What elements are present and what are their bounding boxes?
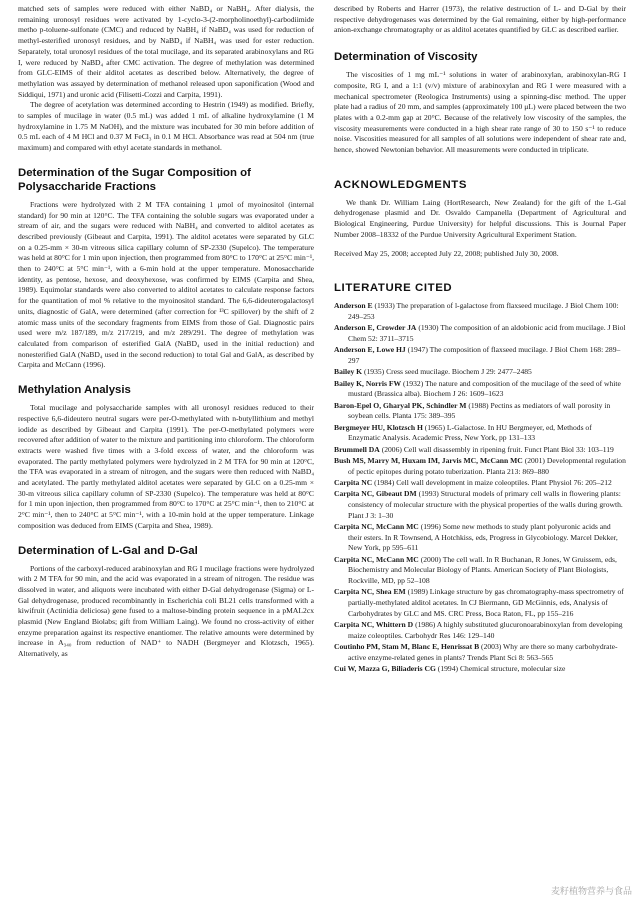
reference-text: (2001) Developmental regulation of pectic epitopes during potato tuberization. Planta 213: 869–880 bbox=[348, 455, 626, 476]
reference-item bbox=[334, 489, 626, 521]
reference-item bbox=[334, 301, 626, 322]
watermark-text: 麦籽植物营养与食品 bbox=[550, 887, 632, 897]
methods-paragraph: described by Roberts and Harrer (1973), the relative destruction of L- and D-Gal by their respective dehydrogenases was determined by the Gal remaining, either by high-performance anion-exchange chromatography or as alditol acetates quantified by GLC as described earlier. bbox=[334, 4, 626, 35]
reference-text: (1986) A highly substituted glucuronoarabinoxylan from developing maize coleoptiles. Carbohydr Res 146: 129–140 bbox=[348, 619, 623, 640]
reference-item bbox=[334, 367, 626, 378]
reference-authors: Anderson E bbox=[334, 301, 373, 311]
reference-item bbox=[334, 642, 626, 663]
reference-text: (2006) Cell wall disassembly in ripening fruit. Funct Plant Biol 33: 103–119 bbox=[381, 444, 614, 454]
reference-authors: Coutinho PM, Stam M, Blanc E, Henrissat B bbox=[334, 641, 480, 651]
reference-item bbox=[334, 555, 626, 587]
acknowledgments-paragraph: We thank Dr. William Laing (HortResearch, New Zealand) for the gift of the L-Gal dehydrogenase plasmid and Dr. Osvaldo Campanella (Department of Agricultural and Biological Engineering, Purdue University) for helpful discussions. This is Journal Paper Number 2008–18332 of the Purdue University Agricultural Experiment Station. bbox=[334, 197, 626, 239]
methods-paragraph: Portions of the carboxyl-reduced arabinoxylan and RG I mucilage fractions were hydrolyzed with 2 M TFA for 90 min, and the acid was evaporated in a stream of nitrogen. The residue was dissolved in water, and aliquots were incubated with either D-Gal dehydrogenase (Sigma) or L-Gal dehydrogenase, produced recombinantly in Escherichia coli BL21 cells transformed with a kiwifruit (Actinidia deliciosa) gene fused to a maltose-binding protein sequence in a pMAL2cx plasmid (New England Biolabs; gift from William Laing). We found no cross-activity of either enzyme preparation against its respective enantiomer. The relative amounts were determined by increase in A₃₄₀ from reduction of NAD⁺ to NADH (Bergmeyer and Klotzsch, 1965). Alternatively, as bbox=[18, 563, 314, 659]
reference-text: (1984) Cell wall development in maize coleoptiles. Plant Physiol 76: 205–212 bbox=[374, 477, 612, 487]
methods-paragraph: The viscosities of 1 mg mL⁻¹ solutions in water of arabinoxylan, arabinoxylan-RG I composite, RG I, and a 1:1 (v/v) mixture of arabinoxylan and RG I were measured with a mechanical spectrometer (Reologica Instruments) using a spinning-disc method. The upper plate had a radius of 20 mm, and samples (approximately 100 μL) were placed between the two plates with a 0.2-mm gap at 20°C. Because of the relatively low viscosity of the samples, the viscosity measurements were conducted in a high shear rate range of 30 to 150 s⁻¹ to reduce noise. Viscosities measured for all samples of all solutions were independent of shear rate and, hence, showed Newtonian behavior. All measurements were conducted in triplicate. bbox=[334, 70, 626, 155]
reference-item bbox=[334, 445, 626, 456]
reference-text: (2003) Why are there so many carbohydrate-active enzyme-related genes in plants? Trends Plant Sci 8: 563–565 bbox=[348, 641, 618, 662]
reference-item bbox=[334, 620, 626, 641]
reference-authors: Bailey K bbox=[334, 367, 363, 377]
section-heading-acknowledgments: ACKNOWLEDGMENTS bbox=[334, 178, 468, 191]
methods-paragraph: matched sets of samples were reduced with either NaBD₄ or NaBH₄. After dialysis, the remaining uronosyl residues were activated by 1-cyclo-3-(2-morpholinoethyl)-carbodiimide metho p-toluene-sulfonate (CMC) and reduced by NaBH₄ if NaBD₄ was used for reduction of methyl-esterified uronosyl residues, and by NaBD₄ if NaBH₄ was used for ester reduction. Separately, total uronosyl residues of the total mucilage, and its separated arabinoxylans and RG I, were reduced by NaBD₄ after CMC activation. The degree of methylation was determined from GLC-EIMS of their alditol acetates as described below. Alternatively, the degree of methylation was assayed by determination of methanol released upon saponification (Wood and Siddiqui, 1971) and uronic acid (Filisetti-Cozzi and Carpita, 1991). bbox=[18, 4, 314, 99]
reference-text: (1988) Pectins as mediators of wall porosity in soybean cells. Planta 175: 389–395 bbox=[348, 400, 611, 421]
reference-text: (1993) Structural models of primary cell walls in flowering plants: consistency of molecular structure with the physical properties of the walls during growth. Plant J 3: 1–30 bbox=[348, 489, 623, 520]
reference-authors: Bergmeyer HU, Klotzsch H bbox=[334, 422, 423, 432]
reference-authors: Anderson E, Lowe HJ bbox=[334, 345, 406, 355]
section-heading-methylation: Methylation Analysis bbox=[18, 384, 131, 397]
methods-paragraph: Total mucilage and polysaccharide samples with all uronosyl residues reduced to their respective 6,6-dideutero neutral sugars were per-O-methylated with n-butyllithium and methyl iodide as described by Gibeaut and Carpita (1991). The per-O-methylated polymers were recovered after addition of water to the mixture and partitioning into chloroform. The chloroform extracts were washed five times with a 3-fold excess of water, and the chloroform was evaporated. The partly methylated polymers were hydrolyzed in 2 M TFA for 90 min at 120°C, the TFA was evaporated in a stream of nitrogen, and the sugars were then reduced with NaBD₄ and acetylated. The partly methylated alditol acetates were separated by GLC on a 0.25-mm × 30-m vitreous silica capillary column of SP-2330 (Supelco). The temperature was held at 80°C for 1 min upon injection, then programmed from 80°C to 170°C at 25°C min⁻¹, then to 210°C at 2°C min⁻¹, then to 240°C at 5°C min⁻¹, with a 10-min hold at the upper temperature. Linkage composition was deduced from EIMS (Carpita and Shea, 1989). bbox=[18, 403, 314, 530]
reference-text: (1947) The composition of flaxseed mucilage. J Biol Chem 168: 289–297 bbox=[348, 345, 621, 365]
reference-text: (1935) Cress seed mucilage. Biochem J 29: 2477–2485 bbox=[363, 367, 532, 377]
reference-item bbox=[334, 379, 626, 400]
reference-item bbox=[334, 664, 626, 675]
reference-item bbox=[334, 423, 626, 444]
reference-authors: Carpita NC, Whittern D bbox=[334, 619, 414, 629]
reference-item bbox=[334, 323, 626, 344]
reference-text: (1989) Linkage structure by gas chromatography-mass spectrometry of partially-methylated alditol acetates. In CJ Biermann, GD McGinnis, eds, Analysis of Carbohydrates by GLC and MS. CRC Press, Boca Raton, FL, pp 155–216 bbox=[348, 587, 624, 618]
reference-authors: Carpita NC, McCann MC bbox=[334, 521, 419, 531]
reference-authors: Anderson E, Crowder JA bbox=[334, 323, 417, 333]
reference-text: (1933) The preparation of l-galactose from flaxseed mucilage. J Biol Chem 100: 249–253 bbox=[348, 301, 619, 321]
reference-item bbox=[334, 522, 626, 554]
reference-authors: Bailey K, Norris FW bbox=[334, 378, 402, 388]
reference-authors: Baron-Epel O, Gharyal PK, Schindler M bbox=[334, 400, 467, 410]
reference-authors: Bush MS, Marry M, Huxam IM, Jarvis MC, McCann MC bbox=[334, 455, 523, 465]
reference-item bbox=[334, 401, 626, 422]
reference-text: (1965) L-Galactose. In HU Bergmeyer, ed, Methods of Enzymatic Analysis. Academic Press, New York, pp 131–133 bbox=[348, 422, 592, 443]
left-column bbox=[18, 4, 314, 896]
section-heading-viscosity: Determination of Viscosity bbox=[334, 51, 478, 64]
section-heading-literature-cited: LITERATURE CITED bbox=[334, 282, 453, 295]
section-heading-lgal-dgal: Determination of L-Gal and D-Gal bbox=[18, 544, 198, 557]
reference-authors: Carpita NC, McCann MC bbox=[334, 554, 419, 564]
right-column bbox=[334, 4, 626, 896]
reference-text: (1996) Some new methods to study plant polyuronic acids and their esters. In R Townsend, A Hotchkiss, eds, Progress in Glycobiology. Marcel Dekker, New York, pp 595–611 bbox=[348, 521, 618, 553]
reference-authors: Cui W, Mazza G, Biliaderis CG bbox=[334, 663, 436, 673]
methods-paragraph: The degree of acetylation was determined according to Hestrin (1949) as modified. Briefly, to samples of mucilage in water (0.5 mL) was added 1 mL of alkaline hydroxylamine (1 M hydroxylamine in 1.75 M NaOH), and the mixture was incubated for 30 min before addition of 0.5 mL each of 4 M HCl and 0.37 M FeCl₃ in 0.1 M HCl. Absorbance was read at 504 nm (true maximum) and compared with ethyl acetate standards in methanol. bbox=[18, 100, 314, 153]
reference-text: (1994) Chemical structure, molecular size bbox=[437, 663, 566, 673]
received-dates: Received May 25, 2008; accepted July 22, 2008; published July 30, 2008. bbox=[334, 248, 559, 258]
section-heading-sugar-composition: Determination of the Sugar Composition of Polysaccharide Fractions bbox=[18, 166, 251, 193]
reference-authors: Carpita NC, Shea EM bbox=[334, 587, 406, 597]
reference-item bbox=[334, 587, 626, 619]
reference-text: (2000) The cell wall. In R Buchanan, R Jones, W Gruissem, eds, Biochemistry and Molecular Biology of Plants. American Society of Plant Biologists, Rockville, MD, pp 52–108 bbox=[348, 554, 617, 585]
reference-item bbox=[334, 345, 626, 366]
reference-authors: Carpita NC bbox=[334, 477, 373, 487]
methods-paragraph: Fractions were hydrolyzed with 2 M TFA containing 1 μmol of myoinositol (internal standard) for 90 min at 120°C. The TFA containing the soluble sugars was evaporated under a stream of air, and the sugars were reduced with NaBH₄ and converted to alditol acetates as described previously (Gibeaut and Carpita, 1991). The alditol acetates were separated by GLC on a 0.25-mm × 30-m vitreous silica capillary column of SP-2330 (Supelco). The temperature was held at 80°C for 1 min upon injection, then programmed from 80°C to 170°C at 25°C min⁻¹, then to 240°C at 5°C min⁻¹, with a 6-min hold at the upper temperature. Monosaccharide identity, as pentose, hexose, and deoxyhexose, was confirmed by EIMS (Carpita and Shea, 1989). Equimolar standards were also converted to alditol acetates to calculate response factors for the quantitation of mol % relative to the myoinositol standard. The 6,6-dideuterogalactosyl units, diagnostic of GalA, were determined (after correction for ¹³C spillover) by the shift of 2 atomic mass units of the secondary fragments from EIMS from those of Gal. Diagnostic pairs used were m/z 187/189, m/z 217/219, and m/z 289/291. The degree of methylation was calculated from comparison of esterified GalA (NaBD₄ used in the initial reduction) and nonesterified GalA (NaBD₄ used in the second reduction) to total Gal and GalA, as described by Carpita and McCann (1996). bbox=[18, 199, 314, 370]
reference-item bbox=[334, 478, 626, 489]
reference-item bbox=[334, 456, 626, 477]
reference-authors: Carpita NC, Gibeaut DM bbox=[334, 489, 417, 499]
reference-text: (1930) The composition of an aldobionic acid from mucilage. J Biol Chem 52: 3711–3715 bbox=[348, 323, 626, 343]
reference-text: (1932) The nature and composition of the mucilage of the seed of white mustard (Brassica alba). Biochem J 26: 1609–1623 bbox=[348, 378, 621, 399]
reference-list bbox=[334, 301, 626, 674]
reference-authors: Brummell DA bbox=[334, 444, 380, 454]
